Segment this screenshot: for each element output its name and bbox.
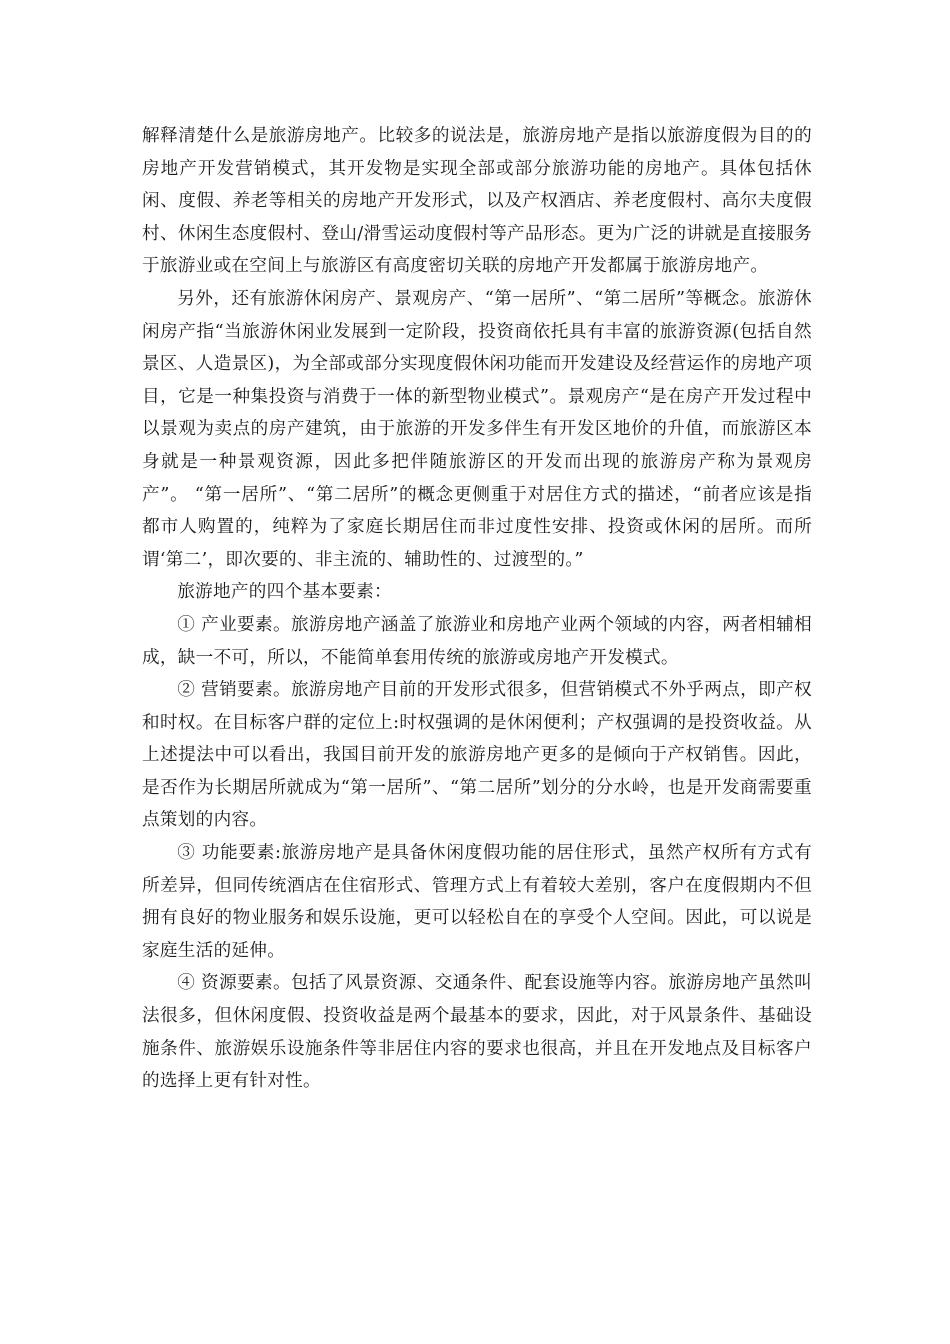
paragraph-function-element: ③ 功能要素:旅游房地产是具备休闲度假功能的居住形式，虽然产权所有方式有所差异，但同传统酒店在住宿形式、管理方式上有着较大差别，客户在度假期内不但拥有良好的物业服务和娱乐设施，更可以轻松自在的享受个人空间。因此，可以说是家庭生活的延伸。 [142, 843, 812, 961]
paragraph-resource-element: ④ 资源要素。包括了风景资源、交通条件、配套设施等内容。旅游房地产虽然叫法很多，但休闲度假、投资收益是两个最基本的要求，因此，对于风景条件、基础设施条件、旅游娱乐设施条件等非居住内容的要求也很高，并且在开发地点及目标客户的选择上更有针对性。 [142, 973, 812, 1092]
paragraph-related-concepts: 另外，还有旅游休闲房产、景观房产、“第一居所”、“第二居所”等概念。旅游休闲房产指“当旅游休闲业发展到一定阶段，投资商依托具有丰富的旅游资源(包括自然景区、人造景区)，为全部或部分实现度假休闲功能而开发建设及经营运作的房地产项目，它是一种集投资与消费于一体的新型物业模式”。景观房产“是在房产开发过程中以景观为卖点的房产建筑，由于旅游的开发多伴生有开发区地价的升值，而旅游区本身就是一种景观资源，因此多把伴随旅游区的开发而出现的旅游房产称为景观房产”。 “第一居所”、“第二居所”的概念更侧重于对居住方式的描述，“前者应该是指都市人购置的，纯粹为了家庭长期居住而非过度性安排、投资或休闲的居所。而所谓‘第二’，即次要的、非主流的、辅助性的、过渡型的。” [142, 288, 812, 570]
paragraph-definition: 解释清楚什么是旅游房地产。比较多的说法是，旅游房地产是指以旅游度假为目的的房地产开发营销模式，其开发物是实现全部或部分旅游功能的房地产。具体包括休闲、度假、养老等相关的房地产开发形式，以及产权酒店、养老度假村、高尔夫度假村、休闲生态度假村、登山/滑雪运动度假村等产品形态。更为广泛的讲就是直接服务于旅游业或在空间上与旅游区有高度密切关联的房地产开发都属于旅游房地产。 [142, 126, 812, 277]
paragraph-four-elements-heading: 旅游地产的四个基本要素： [177, 582, 392, 603]
paragraph-industry-element: ① 产业要素。旅游房地产涵盖了旅游业和房地产业两个领域的内容，两者相辅相成，缺一不可，所以，不能简单套用传统的旅游或房地产开发模式。 [142, 614, 812, 668]
document-body [142, 120, 812, 1098]
paragraph-marketing-element: ② 营销要素。旅游房地产目前的开发形式很多，但营销模式不外乎两点，即产权和时权。在目标客户群的定位上:时权强调的是休闲便利；产权强调的是投资收益。从上述提法中可以看出，我国目前开发的旅游房地产更多的是倾向于产权销售。因此，是否作为长期居所就成为“第一居所”、“第二居所”划分的分水岭，也是开发商需要重点策划的内容。 [142, 680, 812, 831]
